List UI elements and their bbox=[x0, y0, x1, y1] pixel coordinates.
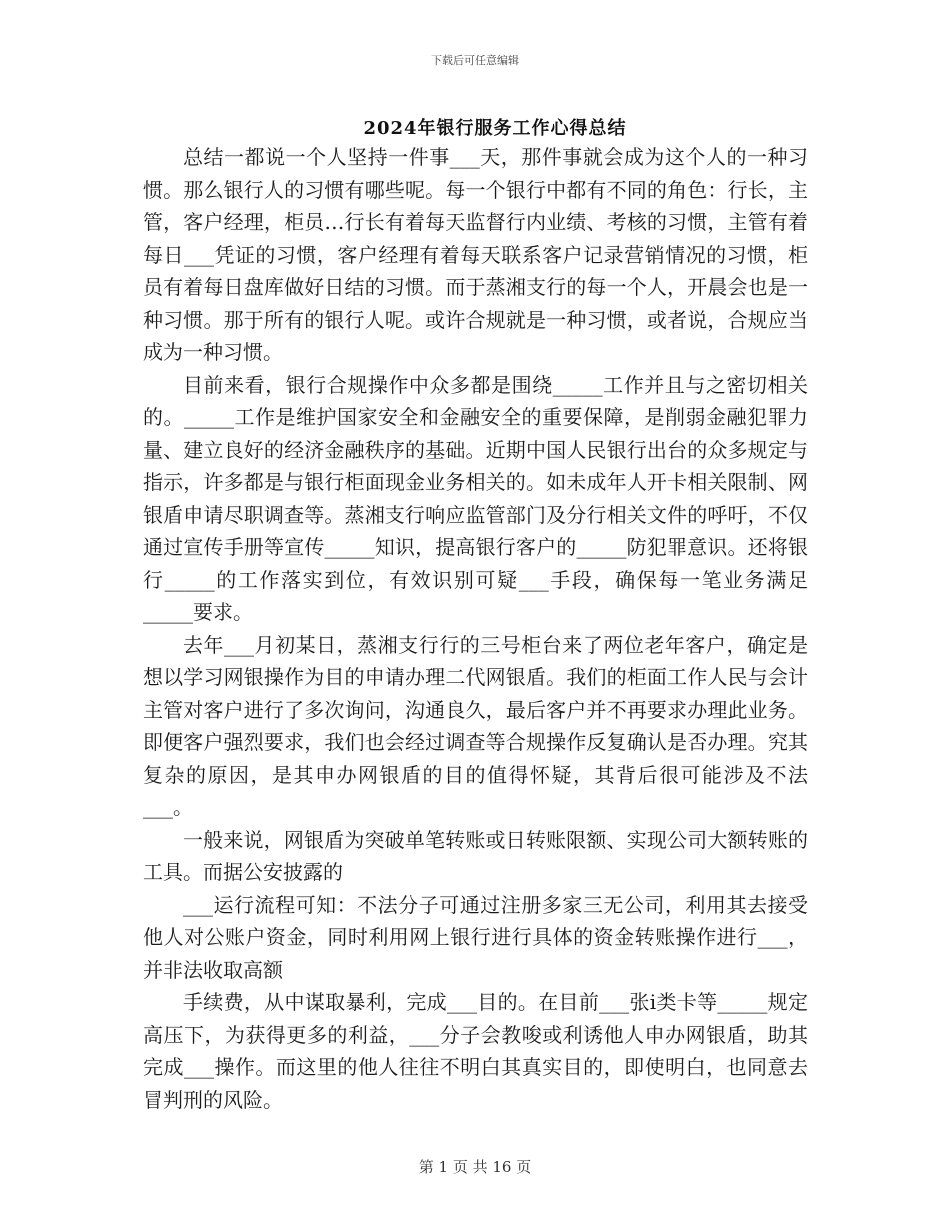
paragraph-2: 目前来看，银行合规操作中众多都是围绕_____工作并且与之密切相关的。_____工作是维护国家安全和金融安全的重要保障，是削弱金融犯罪力量、建立良好的经济金融秩序的基础。近期中国人民银行出台的众多规定与指示，许多都是与银行柜面现金业务相关的。如未成年人开卡相关限制、网银盾申请尽职调查等。蒸湘支行响应监管部门及分行相关文件的呼吁，不仅通过宣传手册等宣传_____知识，提高银行客户的_____防犯罪意识。还将银行_____的工作落实到位，有效识别可疑___手段，确保每一笔业务满足_____要求。 bbox=[143, 372, 808, 624]
paragraph-6: 手续费，从中谋取暴利，完成___目的。在目前___张i类卡等_____规定高压下，为获得更多的利益，___分子会教唆或利诱他人申办网银盾，助其完成___操作。而这里的他人往往不明白其真实目的，即使明白，也同意去冒判刑的风险。 bbox=[143, 990, 808, 1112]
document-title: 2024年银行服务工作心得总结 bbox=[363, 118, 627, 139]
paragraph-1: 总结一都说一个人坚持一件事___天，那件事就会成为这个人的一种习惯。那么银行人的习惯有哪些呢。每一个银行中都有不同的角色：行长，主管，客户经理，柜员…行长有着每天监督行内业绩、考核的习惯，主管有着每日___凭证的习惯，客户经理有着每天联系客户记录营销情况的习惯，柜员有着每日盘库做好日结的习惯。而于蒸湘支行的每一个人，开晨会也是一种习惯。那于所有的银行人呢。或许合规就是一种习惯，或者说，合规应当成为一种习惯。 bbox=[143, 145, 808, 364]
paragraph-5: ___运行流程可知：不法分子可通过注册多家三无公司，利用其去接受他人对公账户资金，同时利用网上银行进行具体的资金转账操作进行___，并非法收取高额 bbox=[143, 892, 808, 982]
page-footer: 第 1 页 共 16 页 bbox=[418, 1158, 532, 1176]
paragraph-4: 一般来说，网银盾为突破单笔转账或日转账限额、实现公司大额转账的工具。而据公安披露的 bbox=[143, 827, 808, 884]
paragraph-3: 去年___月初某日，蒸湘支行行的三号柜台来了两位老年客户，确定是想以学习网银操作为目的申请办理二代网银盾。我们的柜面工作人民与会计主管对客户进行了多次询问，沟通良久，最后客户并不再要求办理此业务。即便客户强烈要求，我们也会经过调查等合规操作反复确认是否办理。究其复杂的原因，是其申办网银盾的目的值得怀疑，其背后很可能涉及不法___。 bbox=[143, 632, 808, 819]
page-header: 下载后可任意编辑 bbox=[431, 54, 519, 67]
document-body bbox=[143, 141, 808, 1116]
